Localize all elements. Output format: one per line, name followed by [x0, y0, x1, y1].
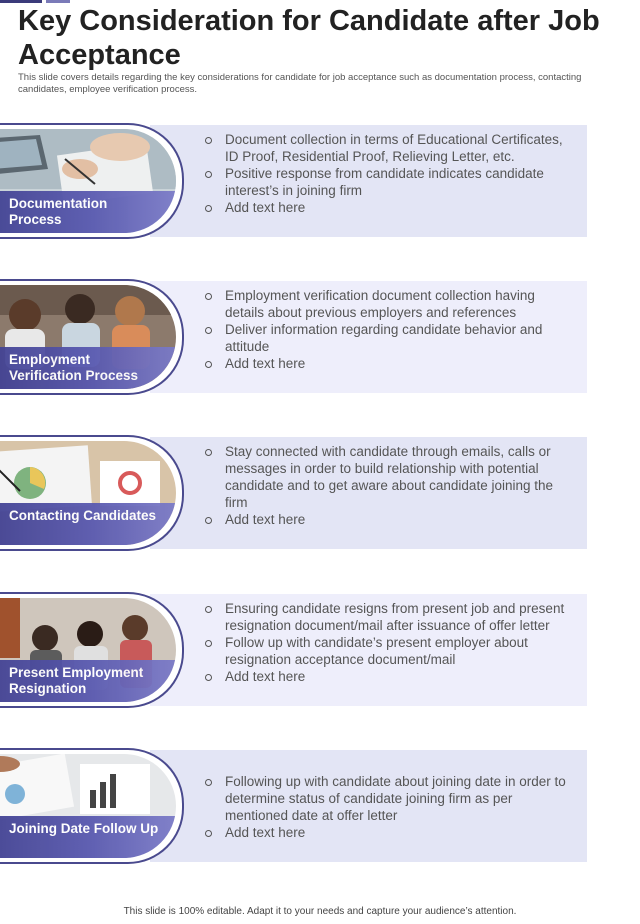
bullet-item: Deliver information regarding candidate behavior and attitude [205, 321, 575, 355]
bullet-item: Stay connected with candidate through emails, calls or messages in order to build relationship with potential candidate and to get aware about candidate joining the firm [205, 443, 575, 511]
page-subtitle: This slide covers details regarding the key considerations for candidate for job acceptance such as documentation process, contacting candidates, employee verification process. [18, 72, 582, 95]
bullet-item: Employment verification document collection having details about previous employers and references [205, 287, 575, 321]
section-label: Employment Verification Process [9, 352, 139, 383]
bullet-item: Add text here [205, 355, 575, 372]
section-bullet-list [205, 600, 575, 685]
section-label: Present Employment Resignation [9, 665, 144, 696]
page-title: Key Consideration for Candidate after Job Acceptance [18, 5, 600, 71]
section-label: Contacting Candidates [9, 508, 157, 523]
bullet-item: Ensuring candidate resigns from present job and present resignation document/mail after issuance of offer letter [205, 600, 575, 634]
bullet-item: Add text here [205, 668, 575, 685]
section-contacting-candidates [0, 435, 640, 551]
bullet-item: Positive response from candidate indicates candidate interest’s in joining firm [205, 165, 575, 199]
bullet-item: Add text here [205, 199, 575, 216]
section-image-pill [0, 592, 184, 708]
section-image-pill [0, 279, 184, 395]
section-image-pill [0, 435, 184, 551]
page-footer: This slide is 100% editable. Adapt it to your needs and capture your audience’s attention. [123, 906, 517, 917]
bullet-item: Document collection in terms of Educational Certificates, ID Proof, Residential Proof, Relieving Letter, etc. [205, 131, 575, 165]
section-bullet-list [205, 287, 575, 372]
section-joining-date-follow-up [0, 748, 640, 864]
bullet-item: Follow up with candidate’s present employer about resignation acceptance document/mail [205, 634, 575, 668]
top-accent-bar-secondary [46, 0, 70, 3]
top-accent-bar [0, 0, 42, 3]
section-bullet-list [205, 773, 575, 841]
bullet-item: Add text here [205, 511, 575, 528]
section-label: Joining Date Follow Up [9, 821, 159, 836]
section-image-pill [0, 123, 184, 239]
bullet-item: Add text here [205, 824, 575, 841]
section-employment-verification [0, 279, 640, 395]
section-image-pill [0, 748, 184, 864]
section-present-employment-resignation [0, 592, 640, 708]
section-label: Documentation Process [9, 196, 108, 227]
section-bullet-list [205, 443, 575, 528]
bullet-item: Following up with candidate about joining date in order to determine status of candidate joining firm as per mentioned date at offer letter [205, 773, 575, 824]
section-bullet-list [205, 131, 575, 216]
section-documentation-process [0, 123, 640, 239]
